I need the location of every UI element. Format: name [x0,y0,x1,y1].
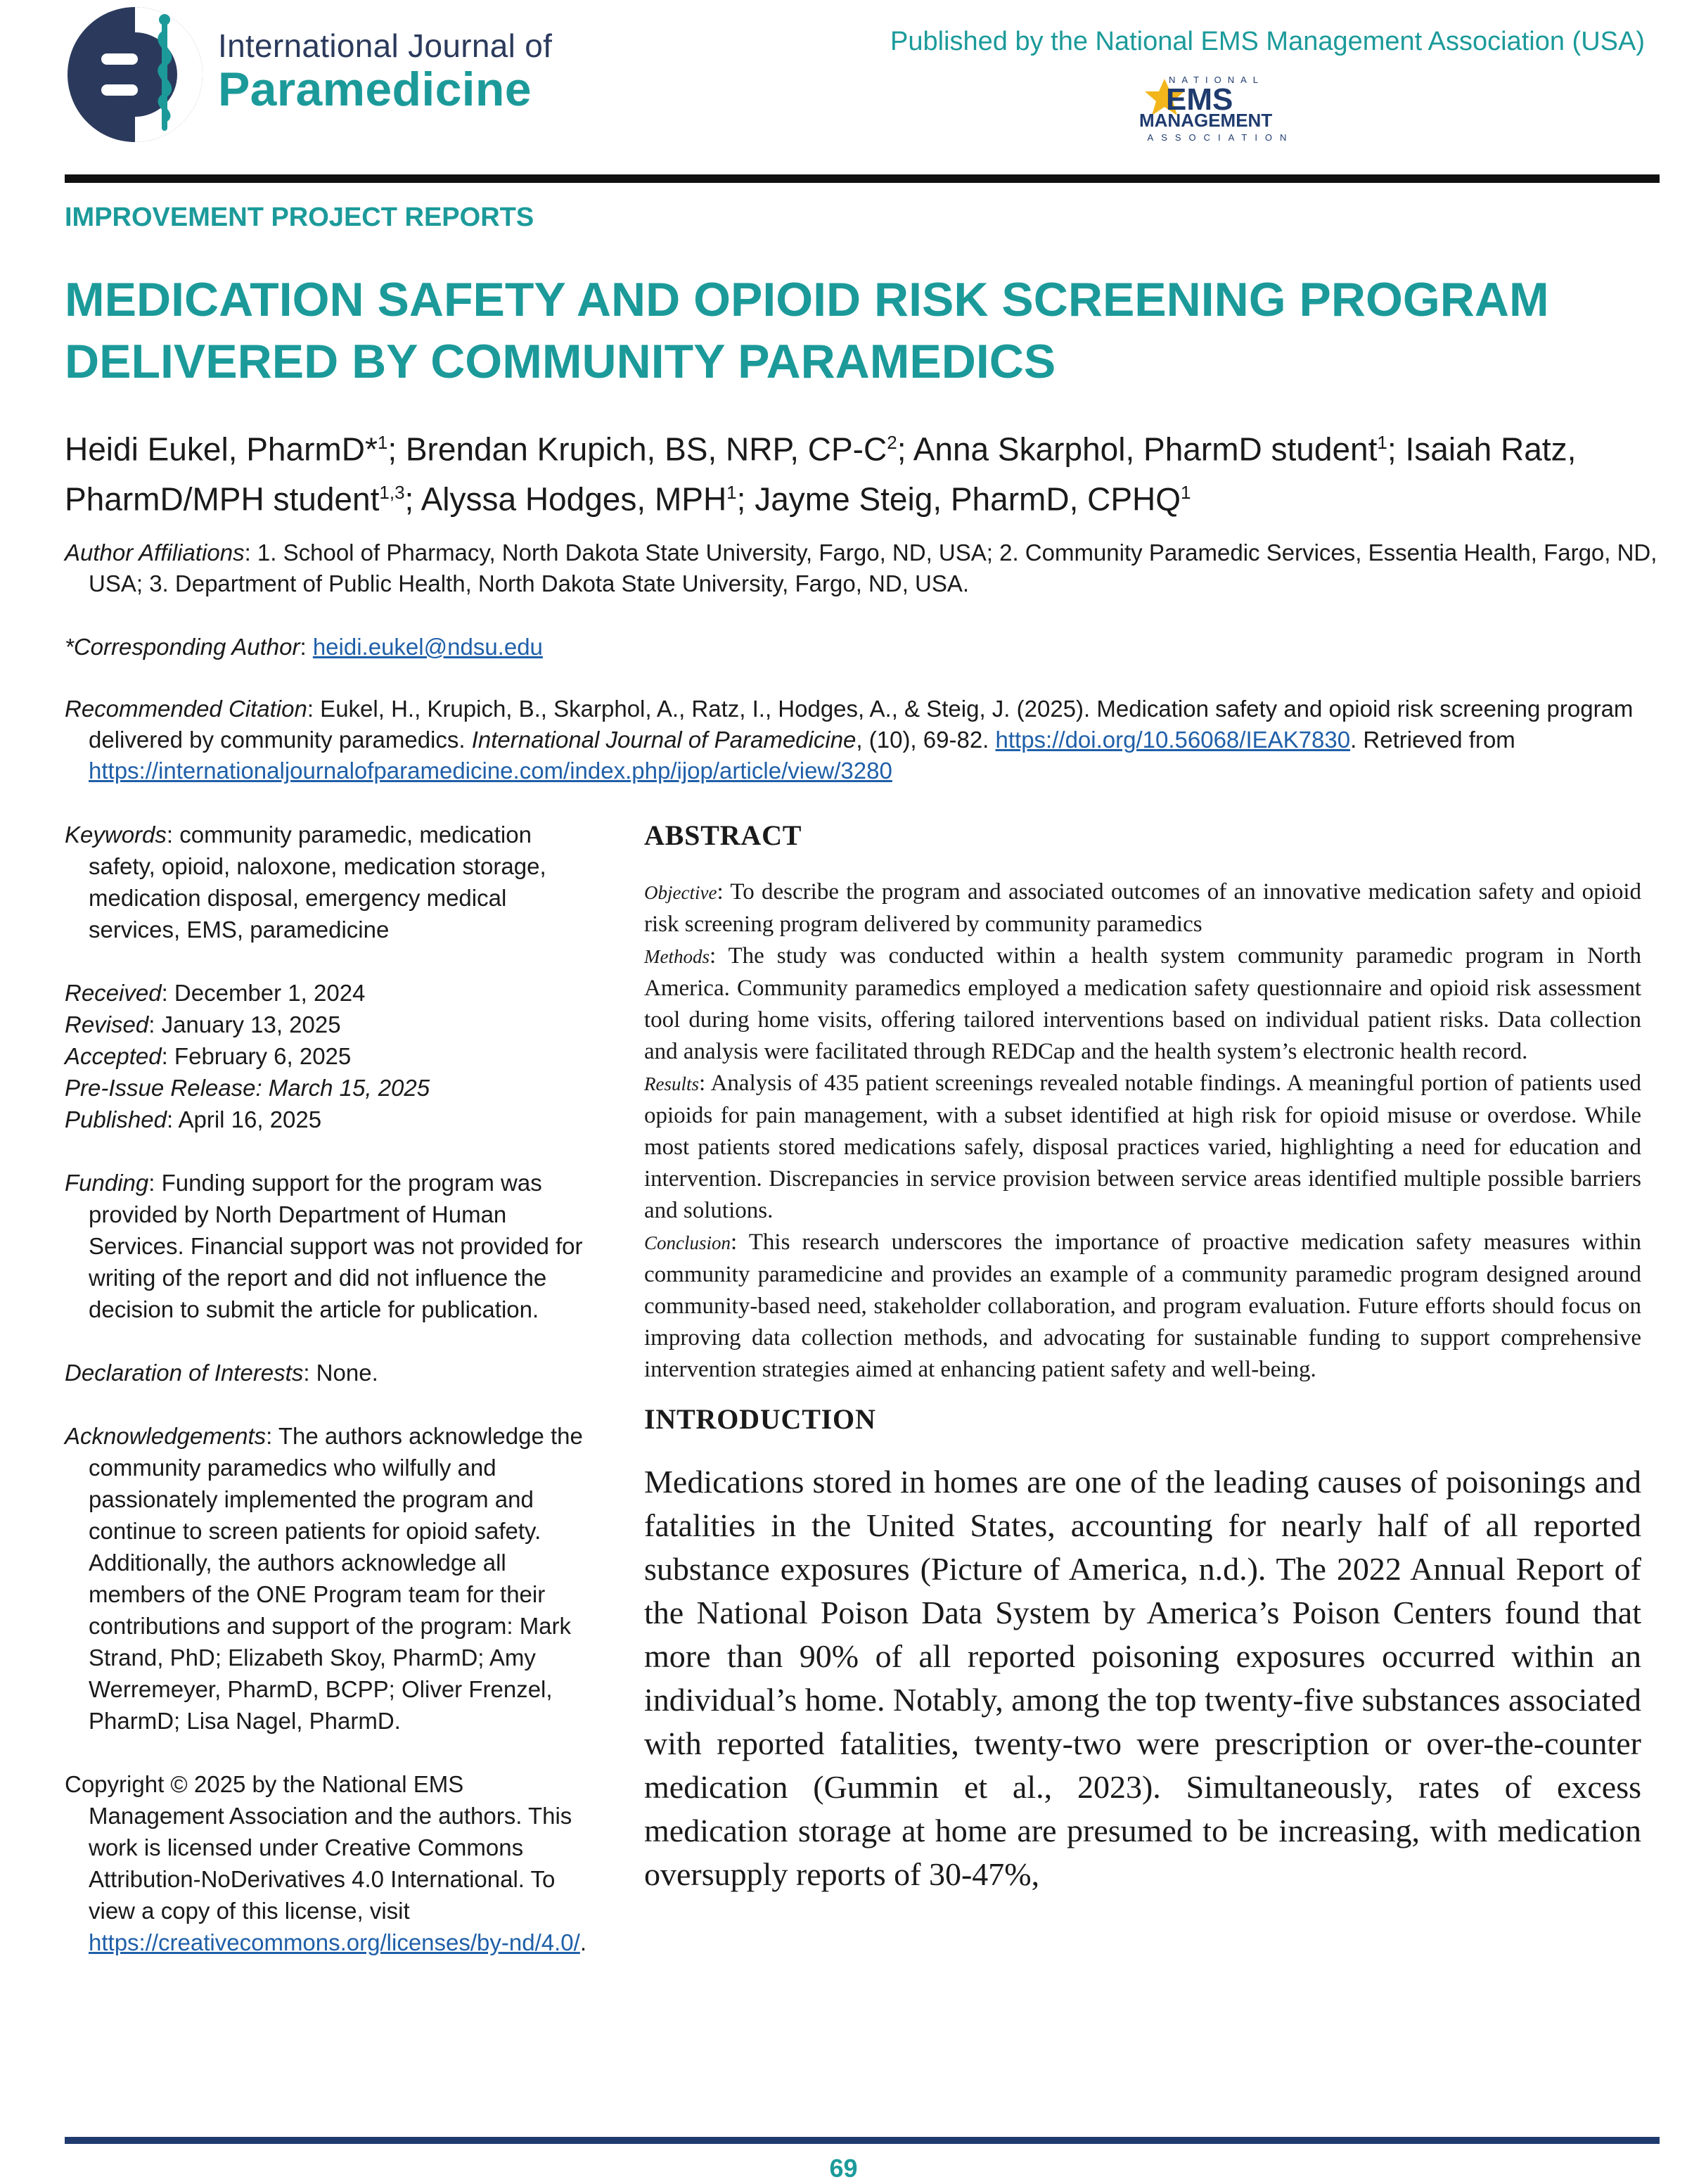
author-affiliation-sup: 1 [726,482,737,504]
doi-link[interactable]: https://doi.org/10.56068/IEAK7830 [995,727,1351,753]
author-name: ; Anna Skarphol, PharmD student [897,430,1378,468]
funding [65,1167,599,1325]
publisher-line: Published by the National EMS Management Association (USA) [890,27,1645,56]
author-name: ; Alyssa Hodges, MPH [404,480,727,518]
methods-label: Methods [644,946,710,967]
author-list [65,421,1640,521]
page-number: 69 [829,2154,858,2183]
preissue-text: Pre-Issue Release: March 15, 2025 [65,1075,430,1101]
article-info-column [65,819,599,1990]
declaration-label: Declaration of Interests [65,1360,304,1386]
corresponding-email-link[interactable]: heidi.eukel@ndsu.edu [312,634,543,660]
bottom-divider [65,2137,1660,2144]
objective-label: Objective [644,882,717,903]
declaration-text: : None. [303,1360,378,1386]
methods-text: : The study was conducted within a health system community paramedic program in North America. Community paramedics employed a medication safety questionnaire and opioid risk assessment tool during home visits, offering tailored interventions based on individual patient risks. Data collection and analysis were facilitated through REDCap and the health system’s electronic health record. [644,943,1641,1064]
recommended-citation [65,694,1683,786]
abstract-objective [644,876,1641,940]
accepted-date [65,1040,599,1072]
author-name: Heidi Eukel, PharmD* [65,430,378,468]
funding-text: : Funding support for the program was provided by North Department of Human Services. Financial support was not provided for writing of the report and did not influence the decision to submit the article for publication. [89,1170,583,1322]
abstract-heading: ABSTRACT [644,819,802,851]
ack-text: : The authors acknowledge the community paramedics who wilfully and passionately implemented the program and continue to screen patients for opioid safety. Additionally, the authors acknowledge all members of the ONE Program team for their contributions and support of the program: Mark Strand, PhD; Elizabeth Skoy, PharmD; Amy Werremeyer, PharmD, BCPP; Oliver Frenzel, PharmD; Lisa Nagel, PharmD. [89,1423,583,1734]
introduction-text: Medications stored in homes are one of the leading causes of poisonings and fatalities in the United States, accounting for nearly half of all reported substance exposures (Picture of America, n.d.). The 2022 Annual Report of the National Poison Data System by America’s Poison Centers found that more than 90% of all reported poisoning exposures occurred within an individual’s home. Notably, among the top twenty-five substances associated with reported fatalities, twenty-two were prescription or over-the-counter medication (Gummin et al., 2023). Simultaneously, rates of excess medication storage at home are presumed to be increasing, with medication oversupply reports of 30-47%, [644,1464,1641,1892]
conclusion-text: : This research underscores the importance of proactive medication safety measures within community paramedicine and provides an example of a community paramedic program designed around community-based need, stakeholder collaboration, and program evaluation. Future efforts should focus on improving data collection methods, and advocating for sustainable funding to support comprehensive intervention strategies aimed at enhancing patient safety and well-being. [644,1230,1641,1382]
section-label: IMPROVEMENT PROJECT REPORTS [65,203,534,232]
accepted-label: Accepted [65,1043,162,1069]
author-affiliation-sup: 1 [1377,432,1387,453]
conclusion-label: Conclusion [644,1232,731,1253]
published-value: : April 16, 2025 [166,1106,322,1132]
citation-issue: , (10), 69-82. [856,727,996,753]
top-divider [65,174,1660,183]
corresponding-separator: : [300,634,313,660]
revised-value: : January 13, 2025 [148,1011,341,1037]
affiliations-label: Author Affiliations [65,539,245,566]
accepted-value: : February 6, 2025 [161,1043,352,1069]
author-affiliations [65,537,1683,599]
revised-label: Revised [65,1011,149,1037]
nema-logo-top-text: NATIONAL [1168,75,1265,85]
journal-name-line1: International Journal of [218,27,553,64]
keywords-label: Keywords [65,822,167,848]
nema-logo-ems: EMS [1166,82,1233,117]
nema-logo-management: MANAGEMENT [1139,110,1273,131]
citation-retrieved: . Retrieved from [1350,727,1515,753]
results-label: Results [644,1073,699,1094]
author-name: ; Isaiah Ratz, PharmD/MPH student [65,430,1577,518]
author-affiliation-sup: 1 [1181,482,1191,504]
received-value: : December 1, 2024 [161,980,366,1006]
corresponding-author [65,632,1660,663]
preissue-date [65,1072,599,1104]
results-text: : Analysis of 435 patient screenings revealed notable findings. A meaningful portion of patients used opioids for pain management, with a subset identified at high risk for opioid misuse or overdose. While most patients stored medications safely, disposal practices varied, highlighting a need for education and intervention. Discrepancies in service provision between service areas identified multiple possible barriers and solutions. [644,1071,1641,1223]
abstract-methods [644,940,1641,1068]
article-url-link[interactable]: https://internationaljournalofparamedicine.com/index.php/ijop/article/view/3280 [89,758,892,784]
citation-text: : Eukel, H., Krupich, B., Skarphol, A., Ratz, I., Hodges, A., & Steig, J. (2025). Medication safety and opioid risk screening program delivered by community paramedics. [89,696,1634,753]
author-affiliation-sup: 2 [887,432,897,453]
nema-logo-icon [1125,70,1322,148]
author-affiliation-sup: 1,3 [379,482,405,504]
nema-logo-bottom-text: ASSOCIATION [1147,132,1295,143]
abstract-column [644,816,1641,1896]
copyright-text: Copyright © 2025 by the National EMS Management Association and the authors. This work is licensed under Creative Commons Attribution-NoDerivatives 4.0 International. To view a copy of this license, visit [65,1771,572,1924]
abstract-results [644,1068,1641,1227]
objective-text: : To describe the program and associated outcomes of an innovative medication safety and opioid risk screening program delivered by community paramedics [644,879,1641,937]
received-label: Received [65,980,162,1006]
affiliations-text: : 1. School of Pharmacy, North Dakota State University, Fargo, ND, USA; 2. Community Paramedic Services, Essentia Health, Fargo, ND, USA; 3. Department of Public Health, North Dakota State University, Fargo, ND, USA. [89,539,1657,596]
copyright-notice [65,1768,599,1958]
declaration-of-interests [65,1357,599,1388]
citation-journal: International Journal of Paramedicine [471,727,857,753]
revised-date [65,1009,599,1040]
article-title: MEDICATION SAFETY AND OPIOID RISK SCREENING PROGRAM DELIVERED BY COMMUNITY PARAMEDICS [65,273,1549,388]
copyright-end: . [579,1929,586,1955]
acknowledgements [65,1420,599,1737]
license-link[interactable]: https://creativecommons.org/licenses/by-nd/4.0/ [89,1929,580,1955]
received-date [65,977,599,1009]
abstract-conclusion [644,1227,1641,1386]
journal-name-line2: Paramedicine [218,63,532,116]
ack-label: Acknowledgements [65,1423,267,1449]
author-name: ; Brendan Krupich, BS, NRP, CP-C [387,430,887,468]
keywords-text: : community paramedic, medication safety, opioid, naloxone, medication storage, medication disposal, emergency medical services, EMS, paramedicine [89,822,546,943]
author-name: ; Jayme Steig, PharmD, CPHQ [736,480,1181,518]
keywords [65,819,599,945]
citation-label: Recommended Citation [65,696,307,722]
introduction-heading: INTRODUCTION [644,1403,876,1435]
corresponding-label: *Corresponding Author [65,634,300,660]
published-label: Published [65,1106,167,1132]
journal-logo-icon [65,4,205,145]
author-affiliation-sup: 1 [377,432,388,453]
published-date [65,1104,599,1135]
funding-label: Funding [65,1170,149,1196]
